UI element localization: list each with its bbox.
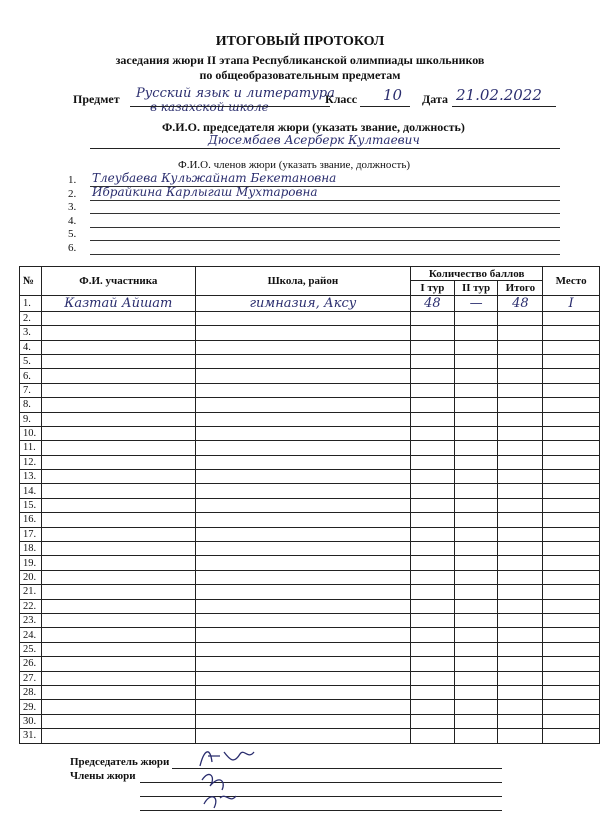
table-row <box>20 513 600 527</box>
row-num: 3. <box>20 326 42 340</box>
participant-school <box>195 585 410 599</box>
participant-school <box>195 426 410 440</box>
participant-name <box>41 470 195 484</box>
score-tour1 <box>411 542 455 556</box>
participant-school <box>195 700 410 714</box>
table-row <box>20 729 600 743</box>
score-tour2 <box>454 498 498 512</box>
score-total <box>498 311 543 325</box>
table-row <box>20 412 600 426</box>
score-tour2 <box>454 470 498 484</box>
participant-name <box>41 513 195 527</box>
place <box>543 354 600 368</box>
score-total <box>498 657 543 671</box>
participant-name <box>41 354 195 368</box>
table-row <box>20 542 600 556</box>
score-tour1 <box>411 426 455 440</box>
score-tour2 <box>454 542 498 556</box>
score-tour1 <box>411 354 455 368</box>
table-row <box>20 383 600 397</box>
participant-name <box>41 340 195 354</box>
participant-name <box>41 570 195 584</box>
table-row <box>20 700 600 714</box>
score-total <box>498 585 543 599</box>
participant-school <box>195 470 410 484</box>
participant-name <box>41 455 195 469</box>
score-total <box>498 369 543 383</box>
score-tour1 <box>411 398 455 412</box>
participant-school <box>195 657 410 671</box>
date-label: Дата <box>422 92 448 106</box>
table-row <box>20 326 600 340</box>
participant-school <box>195 542 410 556</box>
participant-name <box>41 369 195 383</box>
score-tour2 <box>454 326 498 340</box>
place <box>543 729 600 743</box>
table-row <box>20 426 600 440</box>
document-title: ИТОГОВЫЙ ПРОТОКОЛ <box>215 34 385 49</box>
row-num: 26. <box>20 657 42 671</box>
score-total <box>498 484 543 498</box>
score-tour2 <box>454 657 498 671</box>
subject-underline <box>130 106 330 107</box>
score-total <box>498 642 543 656</box>
score-tour2 <box>454 354 498 368</box>
row-num: 7. <box>20 383 42 397</box>
score-tour1 <box>411 412 455 426</box>
row-num: 29. <box>20 700 42 714</box>
participant-school <box>195 527 410 541</box>
header-tour1: I тур <box>411 281 455 295</box>
score-tour1 <box>411 628 455 642</box>
participant-school <box>195 513 410 527</box>
participant-school <box>195 498 410 512</box>
header-num: № <box>20 267 42 296</box>
table-row <box>20 441 600 455</box>
participant-school <box>195 628 410 642</box>
score-tour2 <box>454 340 498 354</box>
document-subtitle-line1: заседания жюри II этапа Республиканской олимпиады школьников <box>115 53 485 67</box>
class-underline <box>360 106 410 107</box>
place <box>543 613 600 627</box>
chair-sign-label: Председатель жюри <box>70 756 170 768</box>
date-value: 21.02.2022 <box>456 86 542 104</box>
score-tour2 <box>454 484 498 498</box>
participant-name: Казтай Айшат <box>41 295 195 311</box>
row-num: 2. <box>20 311 42 325</box>
score-tour1 <box>411 700 455 714</box>
place <box>543 642 600 656</box>
participant-school <box>195 685 410 699</box>
score-tour1 <box>411 441 455 455</box>
table-row <box>20 369 600 383</box>
participant-name <box>41 613 195 627</box>
score-tour1: 48 <box>411 295 455 311</box>
participant-name <box>41 484 195 498</box>
row-num: 25. <box>20 642 42 656</box>
place <box>543 311 600 325</box>
score-tour1 <box>411 311 455 325</box>
chair-label: Ф.И.О. председателя жюри (указать звание, должность) <box>162 120 465 134</box>
score-tour2 <box>454 570 498 584</box>
score-total <box>498 729 543 743</box>
score-total <box>498 556 543 570</box>
score-tour2 <box>454 585 498 599</box>
participant-school <box>195 714 410 728</box>
score-total <box>498 354 543 368</box>
score-tour1 <box>411 556 455 570</box>
score-tour2 <box>454 613 498 627</box>
results-table <box>19 266 600 744</box>
score-tour2 <box>454 642 498 656</box>
score-tour2 <box>454 714 498 728</box>
row-num: 17. <box>20 527 42 541</box>
member-underline <box>90 254 560 255</box>
document-subtitle-line2: по общеобразовательным предметам <box>199 68 401 82</box>
score-tour1 <box>411 642 455 656</box>
place <box>543 441 600 455</box>
participant-name <box>41 326 195 340</box>
member-number: 2. <box>68 187 77 200</box>
participant-name <box>41 700 195 714</box>
participant-name <box>41 398 195 412</box>
place <box>543 570 600 584</box>
member-underline <box>90 213 560 214</box>
score-tour2: — <box>454 295 498 311</box>
place <box>543 556 600 570</box>
table-row <box>20 685 600 699</box>
participant-school <box>195 441 410 455</box>
score-tour1 <box>411 340 455 354</box>
table-row <box>20 340 600 354</box>
participant-school <box>195 599 410 613</box>
chair-underline <box>90 148 560 149</box>
place <box>543 498 600 512</box>
table-row <box>20 311 600 325</box>
subject-label: Предмет <box>73 92 120 106</box>
score-tour1 <box>411 484 455 498</box>
participant-school <box>195 671 410 685</box>
row-num: 21. <box>20 585 42 599</box>
member-number: 1. <box>68 174 77 186</box>
score-tour2 <box>454 455 498 469</box>
table-row <box>20 613 600 627</box>
participant-name <box>41 714 195 728</box>
row-num: 12. <box>20 455 42 469</box>
score-tour2 <box>454 685 498 699</box>
place <box>543 398 600 412</box>
row-num: 9. <box>20 412 42 426</box>
place <box>543 671 600 685</box>
row-num: 30. <box>20 714 42 728</box>
score-tour2 <box>454 383 498 397</box>
place <box>543 340 600 354</box>
row-num: 23. <box>20 613 42 627</box>
header-scores: Количество баллов <box>411 267 543 281</box>
participant-name <box>41 642 195 656</box>
row-num: 11. <box>20 441 42 455</box>
participant-school <box>195 570 410 584</box>
score-total <box>498 340 543 354</box>
participant-school <box>195 484 410 498</box>
score-tour1 <box>411 470 455 484</box>
header-total: Итого <box>498 281 543 295</box>
participant-school <box>195 642 410 656</box>
participant-school <box>195 369 410 383</box>
row-num: 1. <box>20 295 42 311</box>
participant-school <box>195 383 410 397</box>
score-tour1 <box>411 326 455 340</box>
table-row <box>20 556 600 570</box>
participant-name <box>41 542 195 556</box>
place <box>543 685 600 699</box>
table-row <box>20 295 600 311</box>
member-underline <box>90 227 560 228</box>
score-tour2 <box>454 441 498 455</box>
members-sign-label: Члены жюри <box>70 770 136 782</box>
row-num: 24. <box>20 628 42 642</box>
score-total <box>498 613 543 627</box>
row-num: 19. <box>20 556 42 570</box>
header-place: Место <box>543 267 600 296</box>
header-tour2: II тур <box>454 281 498 295</box>
participant-school: гимназия, Аксу <box>195 295 410 311</box>
participant-name <box>41 657 195 671</box>
score-tour2 <box>454 671 498 685</box>
row-num: 22. <box>20 599 42 613</box>
score-total <box>498 513 543 527</box>
score-tour2 <box>454 556 498 570</box>
row-num: 16. <box>20 513 42 527</box>
member-number: 5. <box>68 228 77 241</box>
place <box>543 455 600 469</box>
participant-school <box>195 556 410 570</box>
row-num: 15. <box>20 498 42 512</box>
row-num: 8. <box>20 398 42 412</box>
table-row <box>20 570 600 584</box>
score-total <box>498 685 543 699</box>
place <box>543 700 600 714</box>
score-tour1 <box>411 570 455 584</box>
score-tour2 <box>454 599 498 613</box>
score-total <box>498 470 543 484</box>
participant-school <box>195 412 410 426</box>
place <box>543 542 600 556</box>
score-total <box>498 383 543 397</box>
score-total <box>498 326 543 340</box>
row-num: 28. <box>20 685 42 699</box>
members-label: Ф.И.О. членов жюри (указать звание, должность) <box>178 159 411 171</box>
participant-name <box>41 527 195 541</box>
score-tour1 <box>411 383 455 397</box>
table-row <box>20 354 600 368</box>
participant-school <box>195 354 410 368</box>
score-tour1 <box>411 613 455 627</box>
score-total <box>498 700 543 714</box>
table-row <box>20 671 600 685</box>
participant-school <box>195 326 410 340</box>
participant-school <box>195 340 410 354</box>
participant-name <box>41 671 195 685</box>
table-row <box>20 455 600 469</box>
place <box>543 599 600 613</box>
place <box>543 426 600 440</box>
table-row <box>20 527 600 541</box>
place <box>543 484 600 498</box>
score-tour1 <box>411 527 455 541</box>
participant-school <box>195 311 410 325</box>
score-tour1 <box>411 657 455 671</box>
place <box>543 714 600 728</box>
participant-name <box>41 585 195 599</box>
participant-name <box>41 412 195 426</box>
row-num: 10. <box>20 426 42 440</box>
member-number: 3. <box>68 201 77 214</box>
score-tour2 <box>454 513 498 527</box>
place: I <box>543 295 600 311</box>
score-total <box>498 398 543 412</box>
subject-value-line2: в казахской школе <box>150 100 269 114</box>
handwritten-signatures <box>190 738 270 818</box>
row-num: 5. <box>20 354 42 368</box>
score-total <box>498 498 543 512</box>
score-total <box>498 714 543 728</box>
score-tour1 <box>411 585 455 599</box>
table-row <box>20 484 600 498</box>
score-tour2 <box>454 729 498 743</box>
table-row <box>20 498 600 512</box>
score-tour1 <box>411 671 455 685</box>
place <box>543 513 600 527</box>
place <box>543 585 600 599</box>
participant-name <box>41 599 195 613</box>
table-row <box>20 585 600 599</box>
score-total <box>498 671 543 685</box>
score-total <box>498 455 543 469</box>
participant-school <box>195 398 410 412</box>
row-num: 14. <box>20 484 42 498</box>
place <box>543 412 600 426</box>
row-num: 31. <box>20 729 42 743</box>
header-school: Школа, район <box>195 267 410 296</box>
chair-value: Дюсембаев Асерберк Култаевич <box>208 133 420 147</box>
score-total: 48 <box>498 295 543 311</box>
header-name: Ф.И. участника <box>41 267 195 296</box>
score-tour1 <box>411 455 455 469</box>
class-value: 10 <box>383 86 403 104</box>
member-number: 4. <box>68 214 77 227</box>
participant-name <box>41 685 195 699</box>
score-tour1 <box>411 714 455 728</box>
score-total <box>498 570 543 584</box>
place <box>543 383 600 397</box>
score-tour2 <box>454 398 498 412</box>
subject-value-line1: Русский язык и литература <box>136 86 335 101</box>
class-label: Класс <box>325 92 358 106</box>
table-row <box>20 470 600 484</box>
member-underline <box>90 200 560 201</box>
row-num: 20. <box>20 570 42 584</box>
row-num: 27. <box>20 671 42 685</box>
date-underline <box>452 106 556 107</box>
member-underline <box>90 240 560 241</box>
score-tour2 <box>454 369 498 383</box>
member-number: 6. <box>68 242 77 254</box>
score-tour1 <box>411 685 455 699</box>
participant-name <box>41 498 195 512</box>
score-tour1 <box>411 729 455 743</box>
place <box>543 628 600 642</box>
score-tour2 <box>454 628 498 642</box>
place <box>543 326 600 340</box>
table-row <box>20 599 600 613</box>
participant-name <box>41 383 195 397</box>
row-num: 4. <box>20 340 42 354</box>
score-tour2 <box>454 700 498 714</box>
member-name: Ибрайкина Карлыгаш Мухтаровна <box>92 184 318 199</box>
participant-name <box>41 441 195 455</box>
place <box>543 470 600 484</box>
participant-name <box>41 311 195 325</box>
table-row <box>20 714 600 728</box>
place <box>543 369 600 383</box>
table-row <box>20 657 600 671</box>
participant-name <box>41 426 195 440</box>
participant-name <box>41 729 195 743</box>
score-tour2 <box>454 412 498 426</box>
row-num: 13. <box>20 470 42 484</box>
participant-name <box>41 556 195 570</box>
score-total <box>498 527 543 541</box>
table-row <box>20 398 600 412</box>
row-num: 18. <box>20 542 42 556</box>
participant-school <box>195 613 410 627</box>
score-tour1 <box>411 498 455 512</box>
score-total <box>498 542 543 556</box>
score-tour1 <box>411 513 455 527</box>
score-tour2 <box>454 311 498 325</box>
table-row <box>20 642 600 656</box>
score-total <box>498 441 543 455</box>
score-total <box>498 599 543 613</box>
score-tour2 <box>454 426 498 440</box>
member-name: Тлеубаева Кульжайнат Бекетановна <box>92 171 337 185</box>
row-num: 6. <box>20 369 42 383</box>
score-total <box>498 426 543 440</box>
score-total <box>498 628 543 642</box>
score-tour1 <box>411 369 455 383</box>
score-total <box>498 412 543 426</box>
score-tour2 <box>454 527 498 541</box>
place <box>543 657 600 671</box>
participant-name <box>41 628 195 642</box>
table-row <box>20 628 600 642</box>
score-tour1 <box>411 599 455 613</box>
place <box>543 527 600 541</box>
participant-school <box>195 455 410 469</box>
